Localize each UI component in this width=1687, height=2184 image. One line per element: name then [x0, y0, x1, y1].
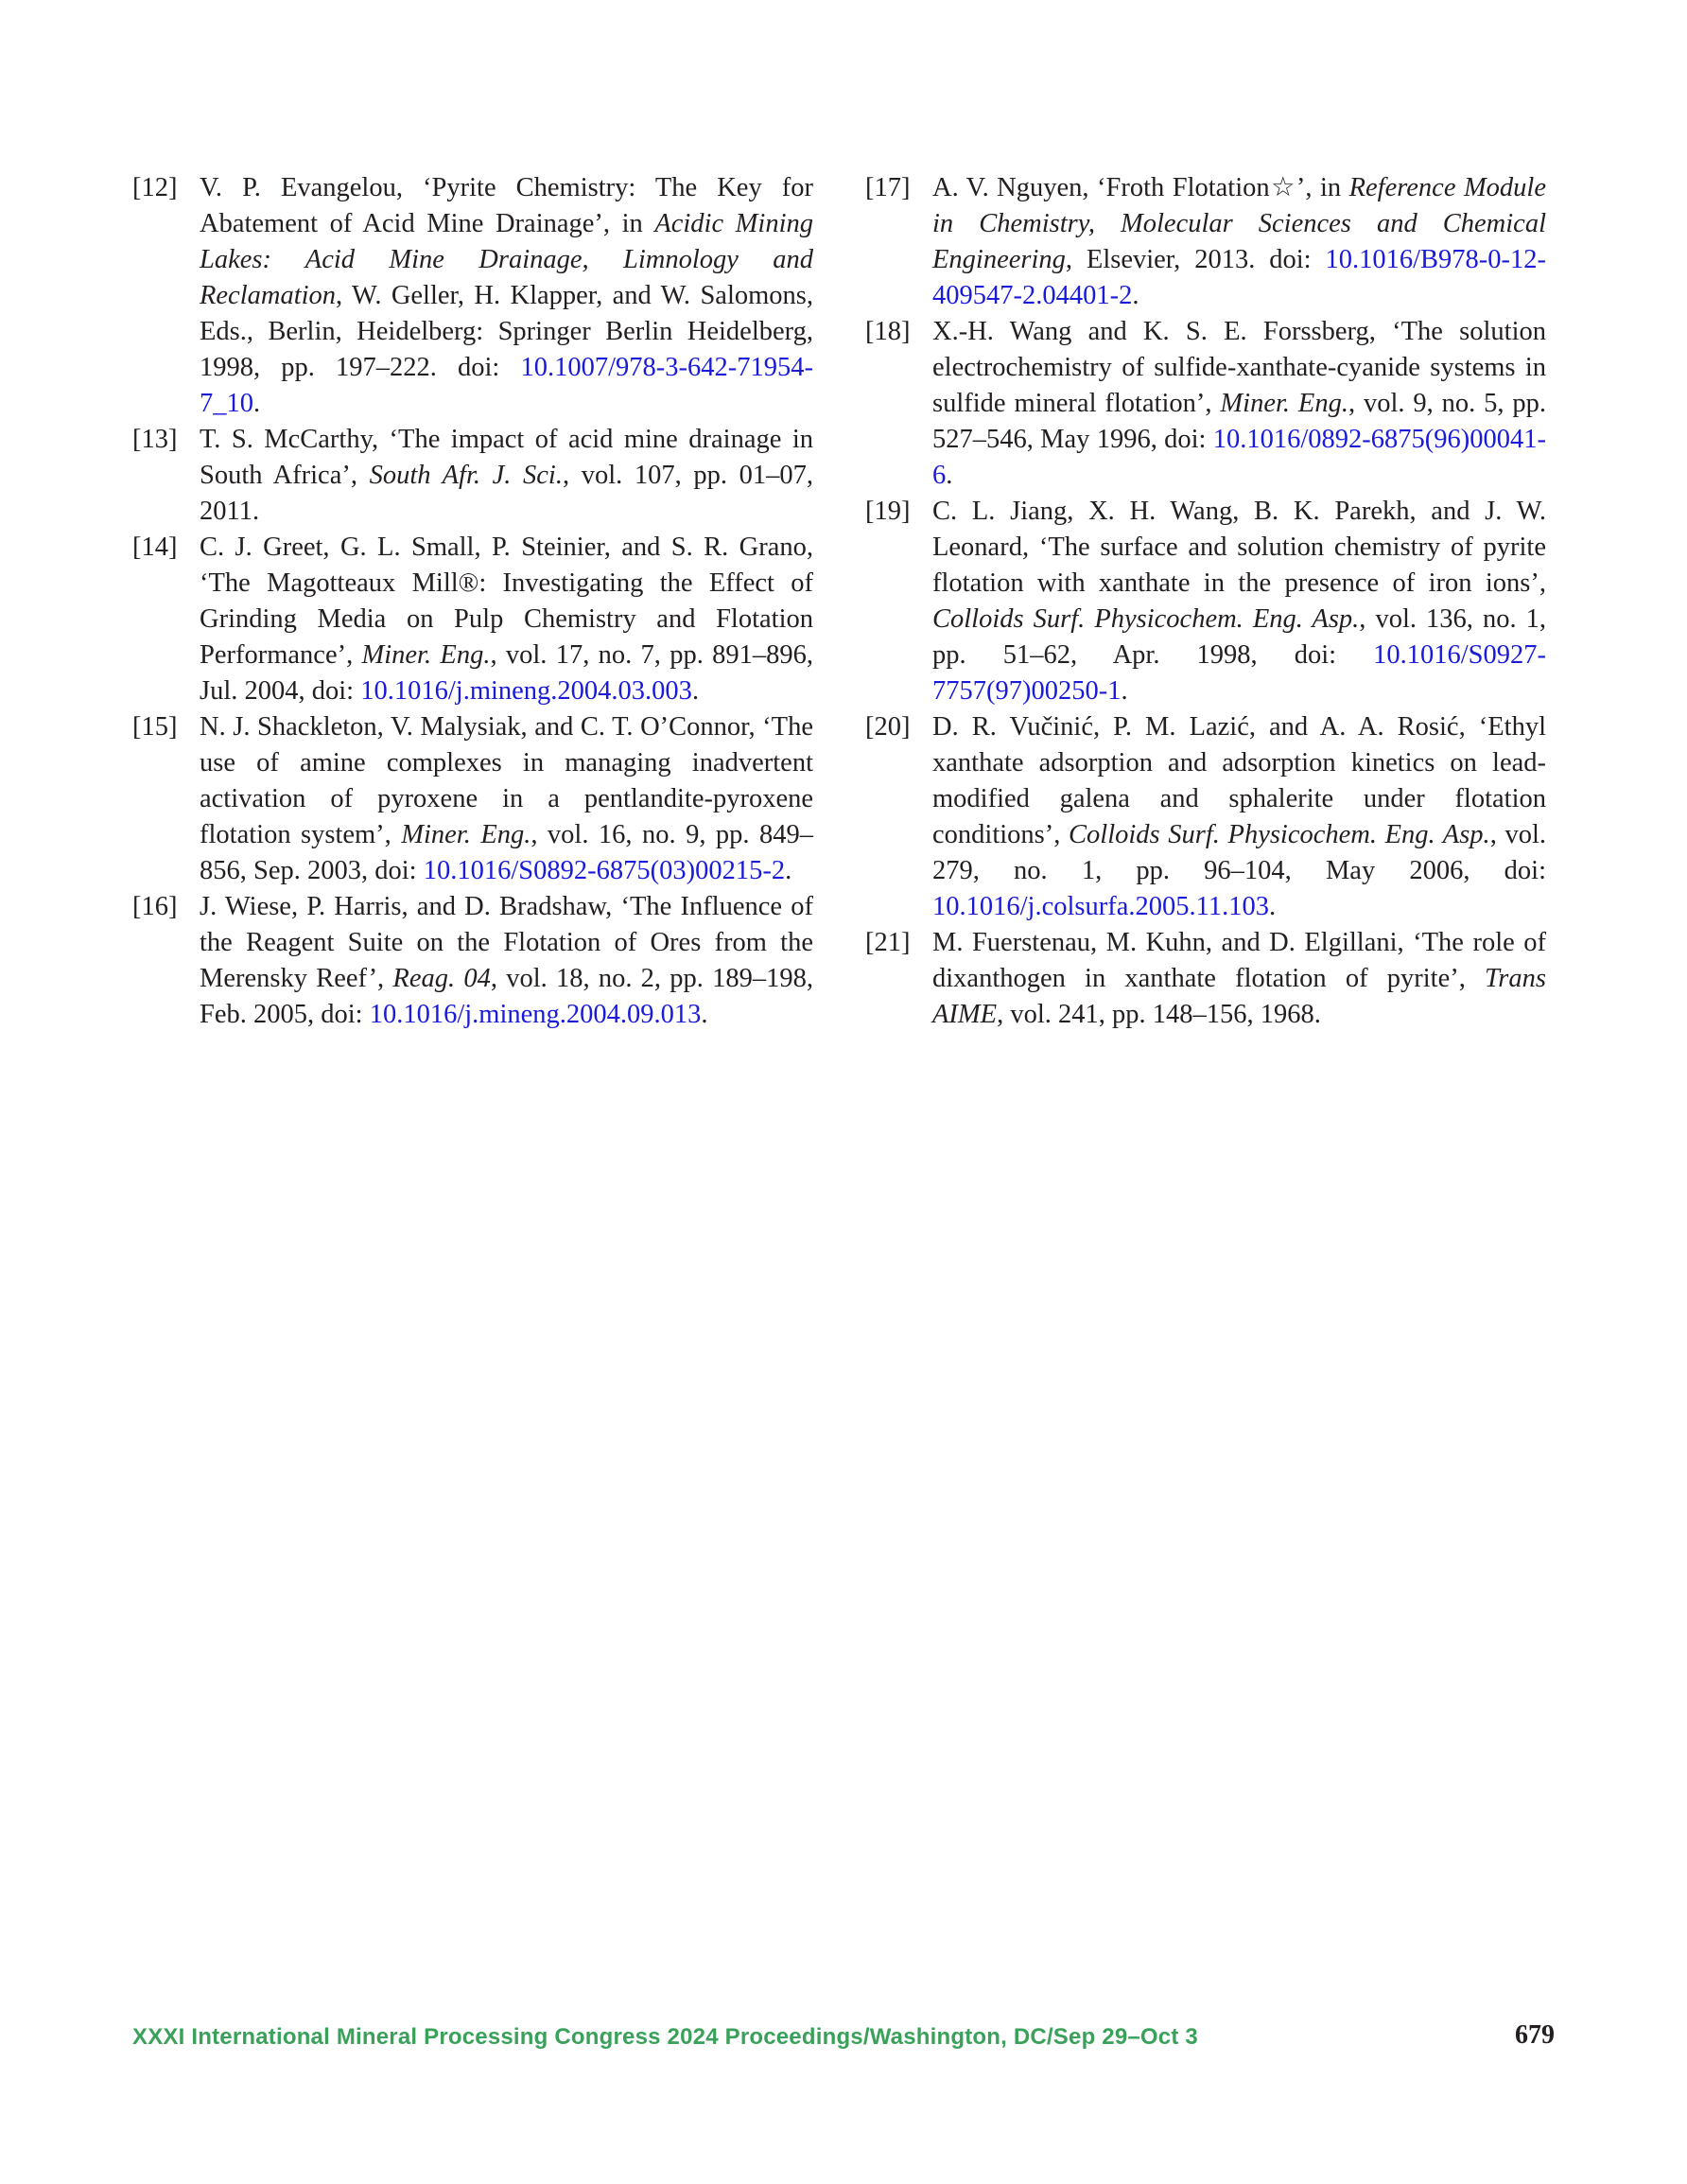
reference-text-segment: , W. Geller, H. Klapper, and W. Salomons, Eds., Berlin, Heidelberg: Springer Berlin Heidelberg, 1998, pp. 197–222. doi:	[200, 281, 813, 382]
reference-item	[132, 422, 813, 530]
reference-text-segment: , Elsevier, 2013. doi:	[1065, 245, 1326, 274]
reference-text-segment: A. V. Nguyen, ‘Froth Flotation☆’, in	[932, 173, 1349, 202]
reference-item	[865, 314, 1546, 494]
reference-number: [21]	[865, 928, 911, 957]
reference-text-segment: .	[253, 389, 261, 418]
reference-number: [12]	[132, 173, 178, 202]
reference-text-segment: , vol. 279, no. 1, pp. 96–104, May 2006, doi:	[932, 820, 1546, 885]
reference-text-segment: T. S. McCarthy, ‘The impact of acid mine drainage in South Africa’,	[200, 425, 813, 490]
reference-text-segment: .	[785, 856, 792, 885]
reference-source-title: Reference Module in Chemistry, Molecular Sciences and Chemical Engineering	[932, 173, 1546, 274]
reference-source-title: Acidic Mining Lakes: Acid Mine Drainage, Limnology and Reclamation	[200, 209, 813, 310]
reference-text-segment: N. J. Shackleton, V. Malysiak, and C. T. O’Connor, ‘The use of amine complexes in managing inadvertent activation of pyroxene in a pentlandite-pyroxene flotation system’,	[200, 712, 813, 849]
reference-text-segment: .	[701, 1000, 708, 1029]
doi-link[interactable]: 10.1007/978-3-642-71954-7_10	[200, 353, 813, 418]
reference-item	[132, 889, 813, 1033]
reference-text-segment: , vol. 16, no. 9, pp. 849–856, Sep. 2003, doi:	[200, 820, 813, 885]
reference-text-segment: .	[1121, 676, 1128, 706]
doi-link[interactable]: 10.1016/j.colsurfa.2005.11.103	[932, 892, 1269, 921]
reference-item	[132, 709, 813, 889]
reference-text	[932, 173, 1546, 310]
reference-text-segment: , vol. 241, pp. 148–156, 1968.	[997, 1000, 1321, 1029]
reference-text-segment: .	[1268, 892, 1277, 921]
references-left-column	[132, 170, 813, 1033]
reference-text	[200, 533, 813, 706]
reference-text-segment: M. Fuerstenau, M. Kuhn, and D. Elgillani, ‘The role of dixanthogen in xanthate flotation of pyrite’,	[932, 928, 1546, 993]
reference-number: [16]	[132, 892, 178, 921]
reference-text	[200, 892, 813, 1029]
reference-item	[132, 170, 813, 422]
footer-venue: XXXI International Mineral Processing Congress 2024 Proceedings/Washington, DC/Sep 29–Oct 3	[132, 2024, 1198, 2050]
reference-item	[865, 494, 1546, 709]
references-right-column	[865, 170, 1546, 1033]
reference-item	[865, 925, 1546, 1033]
reference-text	[200, 173, 813, 418]
doi-link[interactable]: 10.1016/0892-6875(96)00041-6	[932, 425, 1546, 490]
reference-source-title: Miner. Eng.	[1220, 389, 1348, 418]
reference-text	[200, 712, 813, 885]
reference-text-segment: D. R. Vučinić, P. M. Lazić, and A. A. Rosić, ‘Ethyl xanthate adsorption and adsorption kinetics on lead-modified galena and sphalerite under flotation conditions’,	[932, 712, 1546, 849]
doi-link[interactable]: 10.1016/j.mineng.2004.09.013	[369, 1000, 702, 1029]
reference-number: [18]	[865, 317, 911, 346]
reference-number: [13]	[132, 425, 178, 454]
reference-number: [17]	[865, 173, 911, 202]
doi-link[interactable]: 10.1016/S0892-6875(03)00215-2	[423, 856, 786, 885]
reference-text-segment: , vol. 17, no. 7, pp. 891–896, Jul. 2004, doi:	[200, 640, 813, 706]
reference-item	[865, 709, 1546, 925]
reference-text-segment: C. J. Greet, G. L. Small, P. Steinier, and S. R. Grano, ‘The Magotteaux Mill®: Investigating the Effect of Grinding Media on Pulp Chemistry and Flotation Performance’,	[200, 533, 813, 670]
page-number: 679	[1515, 2020, 1555, 2050]
reference-text	[932, 317, 1546, 490]
reference-source-title: South Afr. J. Sci.	[369, 461, 563, 490]
reference-source-title: Colloids Surf. Physicochem. Eng. Asp.	[1069, 820, 1490, 849]
reference-text	[932, 928, 1546, 1029]
reference-number: [14]	[132, 533, 178, 562]
reference-text	[932, 497, 1546, 706]
reference-text-segment: , vol. 136, no. 1, pp. 51–62, Apr. 1998, doi:	[932, 604, 1546, 670]
reference-text-segment: , vol. 18, no. 2, pp. 189–198, Feb. 2005, doi:	[200, 964, 814, 1029]
reference-number: [15]	[132, 712, 178, 742]
reference-text-segment: J. Wiese, P. Harris, and D. Bradshaw, ‘The Influence of the Reagent Suite on the Flotation of Ores from the Merensky Reef’,	[200, 892, 813, 993]
reference-text-segment: X.-H. Wang and K. S. E. Forssberg, ‘The solution electrochemistry of sulfide-xanthate-cyanide systems in sulfide mineral flotation’,	[932, 317, 1546, 418]
reference-number: [19]	[865, 497, 911, 526]
reference-number: [20]	[865, 712, 911, 742]
reference-text	[200, 425, 813, 526]
reference-text-segment: V. P. Evangelou, ‘Pyrite Chemistry: The Key for Abatement of Acid Mine Drainage’, in	[200, 173, 813, 238]
reference-text-segment: C. L. Jiang, X. H. Wang, B. K. Parekh, and J. W. Leonard, ‘The surface and solution chemistry of pyrite flotation with xanthate in the presence of iron ions’,	[932, 497, 1546, 598]
doi-link[interactable]: 10.1016/j.mineng.2004.03.003	[360, 676, 692, 706]
reference-text-segment: .	[1132, 281, 1139, 310]
reference-source-title: Reag. 04	[392, 964, 491, 993]
doi-link[interactable]: 10.1016/B978-0-12-409547-2.04401-2	[932, 245, 1546, 310]
reference-source-title: Miner. Eng.	[401, 820, 531, 849]
reference-source-title: Colloids Surf. Physicochem. Eng. Asp.	[932, 604, 1360, 634]
reference-source-title: Trans AIME	[932, 964, 1546, 1029]
reference-item	[132, 530, 813, 709]
reference-text	[932, 712, 1546, 921]
reference-text-segment: , vol. 9, no. 5, pp. 527–546, May 1996, doi:	[932, 389, 1546, 454]
reference-source-title: Miner. Eng.	[361, 640, 491, 670]
reference-item	[865, 170, 1546, 314]
doi-link[interactable]: 10.1016/S0927-7757(97)00250-1	[932, 640, 1546, 706]
reference-text-segment: .	[946, 461, 953, 490]
reference-text-segment: .	[691, 676, 700, 706]
reference-text-segment: , vol. 107, pp. 01–07, 2011.	[200, 461, 813, 526]
